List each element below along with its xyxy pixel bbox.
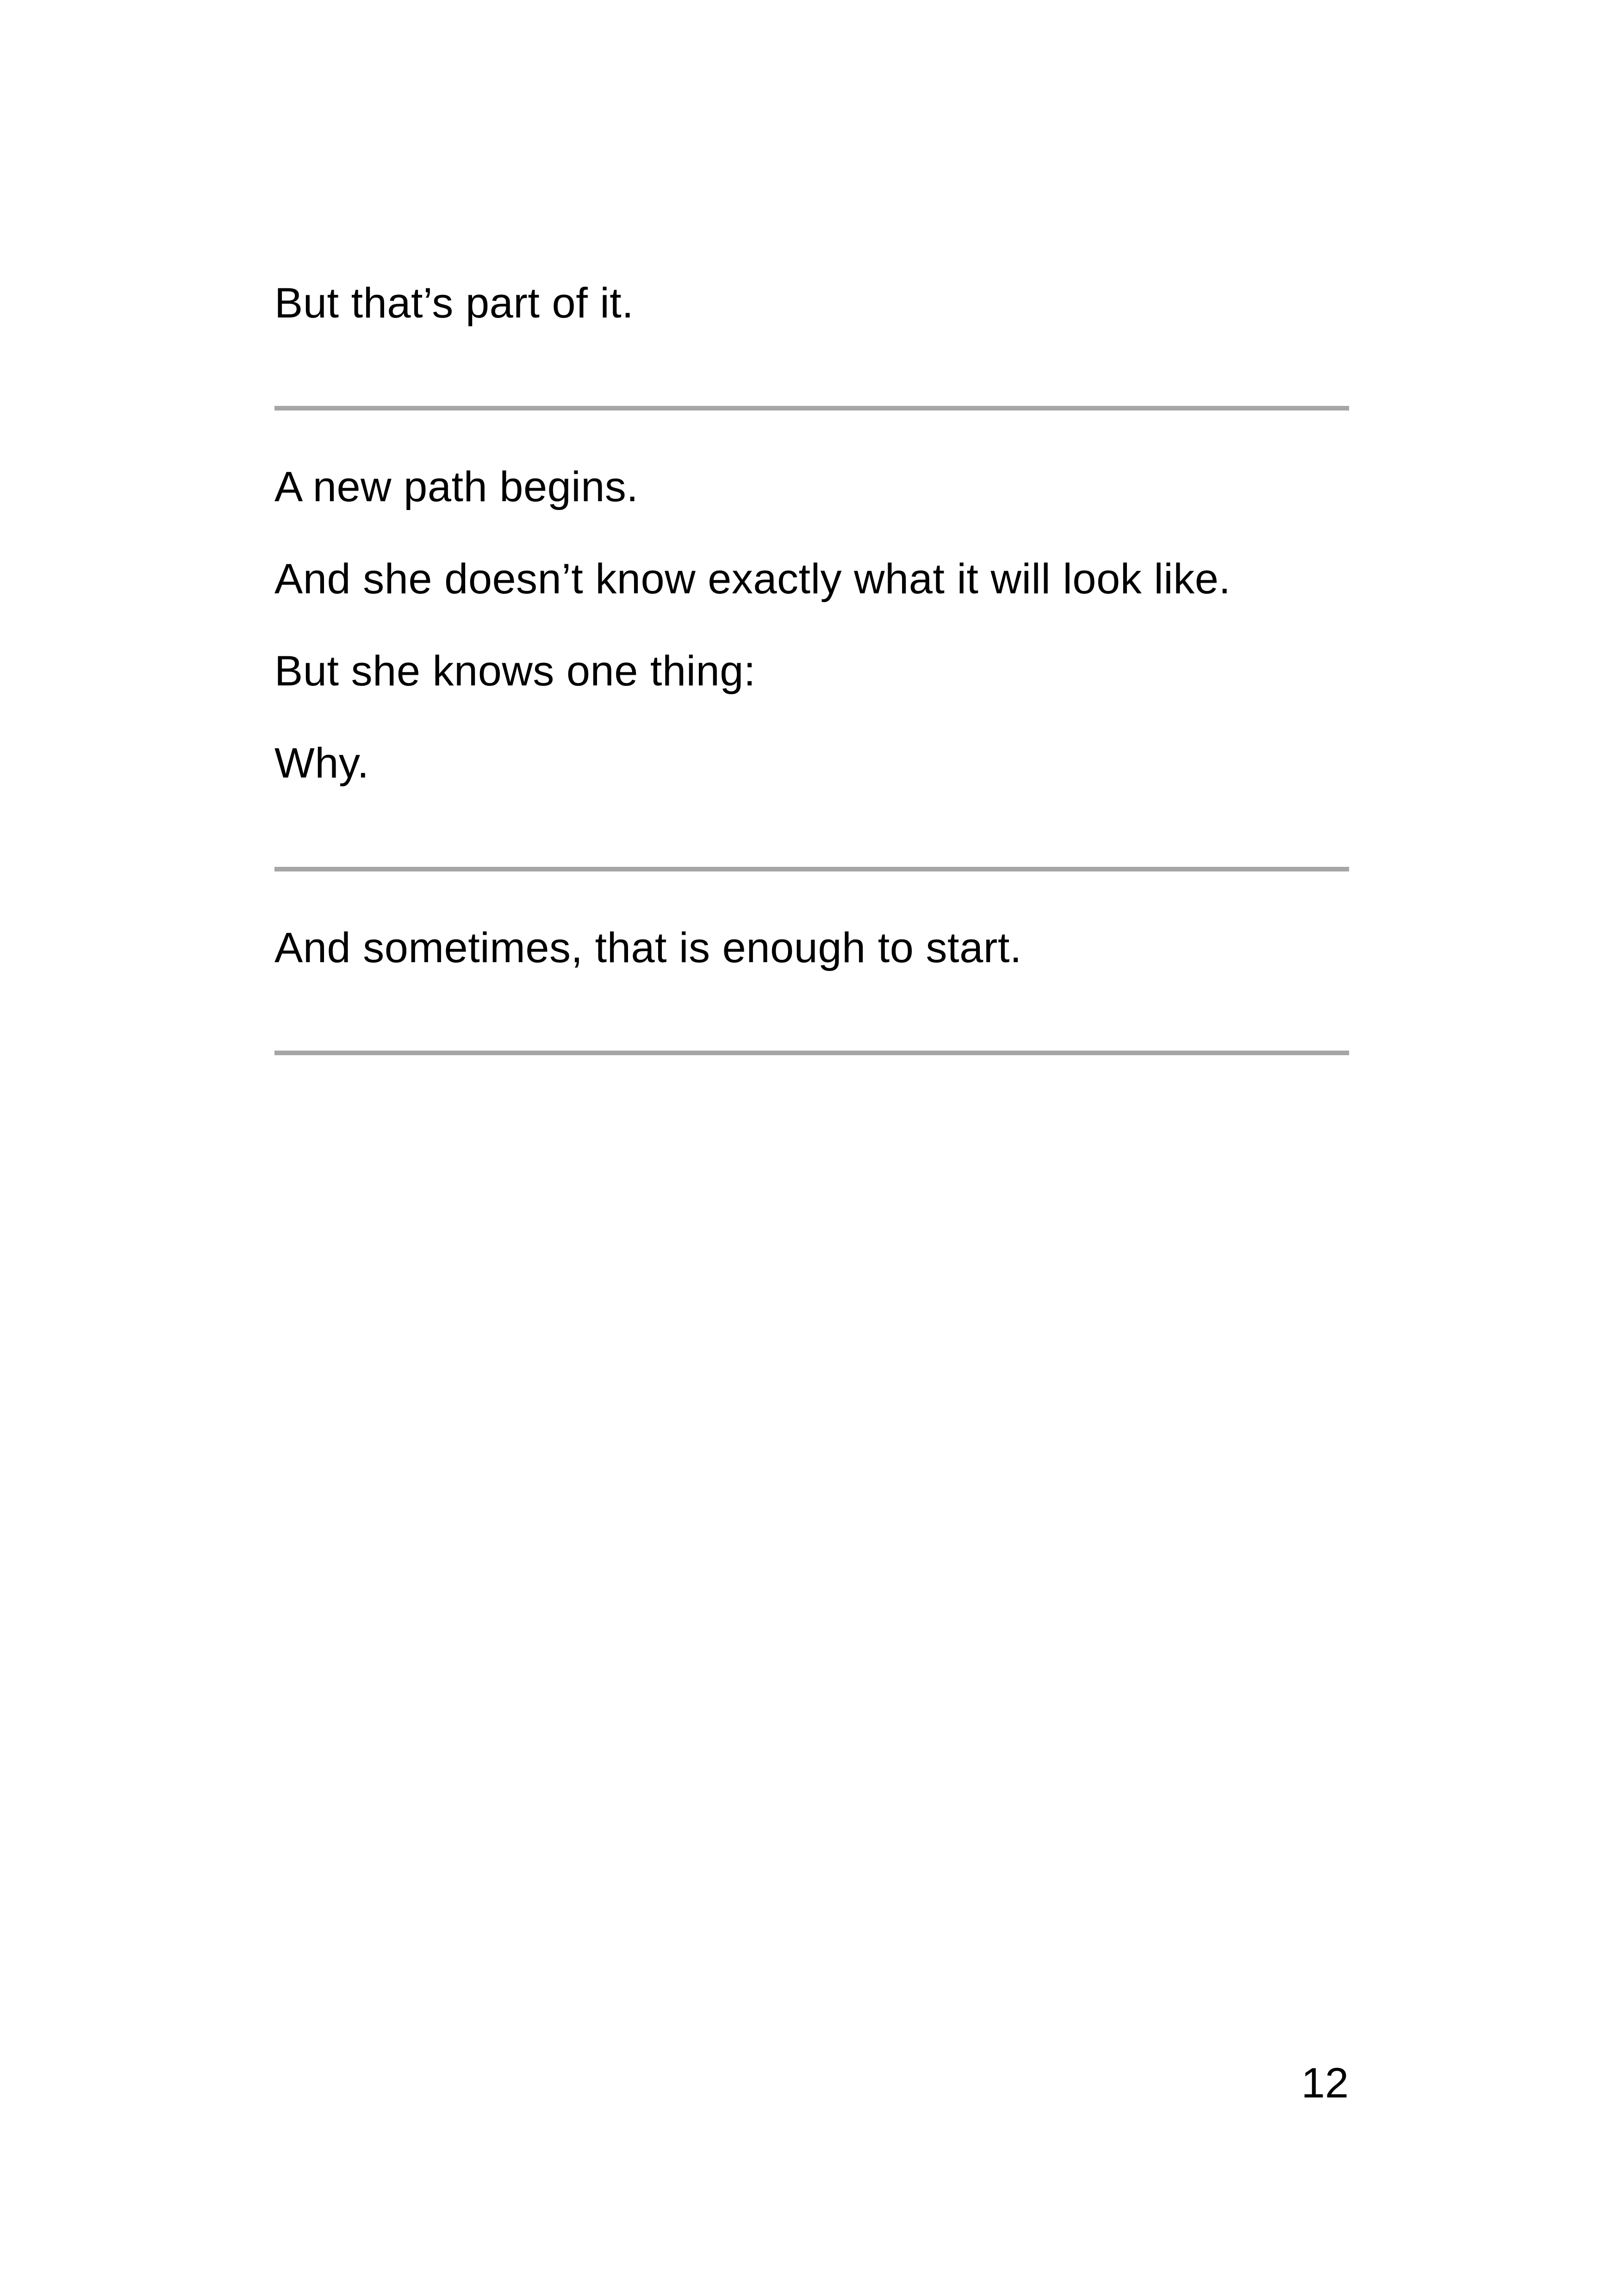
paragraph-knows-one-thing: But she knows one thing:	[274, 647, 756, 695]
paragraph-enough-to-start: And sometimes, that is enough to start.	[274, 924, 1022, 971]
paragraph-new-path: A new path begins.	[274, 463, 639, 510]
section-divider	[274, 406, 1349, 411]
paragraph-part-of-it: But that’s part of it.	[274, 280, 634, 327]
section-divider	[274, 867, 1349, 871]
paragraph-doesnt-know: And she doesn’t know exactly what it will look like.	[274, 555, 1231, 603]
page-number: 12	[1301, 2060, 1349, 2107]
section-divider	[274, 1051, 1349, 1055]
paragraph-why: Why.	[274, 740, 369, 787]
